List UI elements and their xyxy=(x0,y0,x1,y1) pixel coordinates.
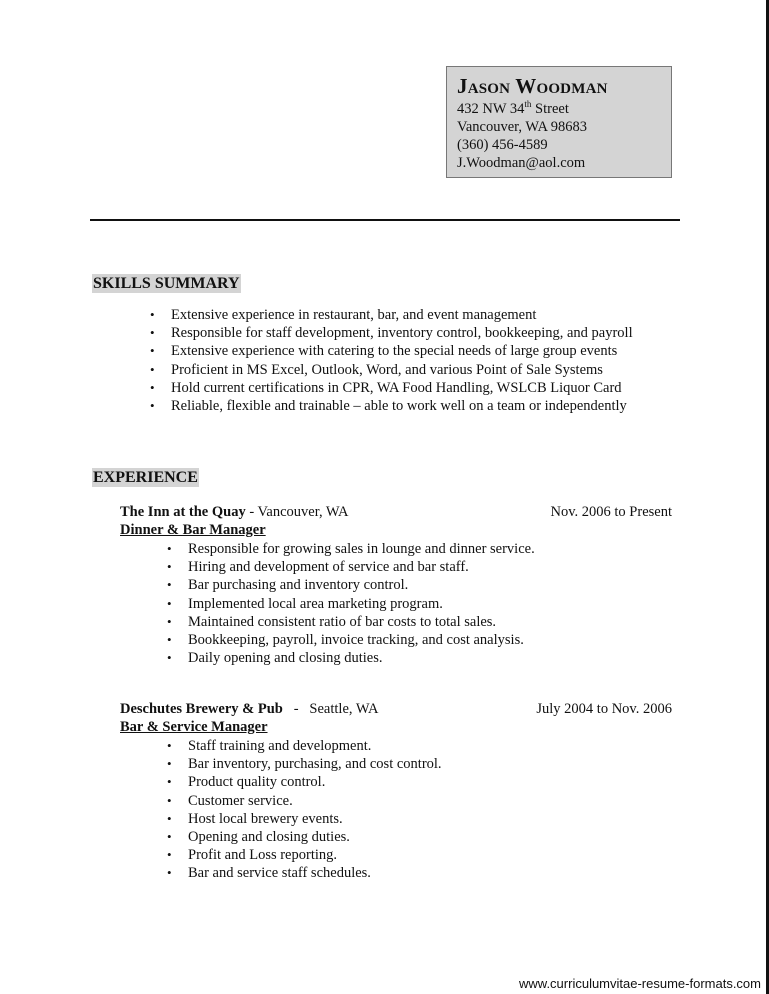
employer-name: Deschutes Brewery & Pub xyxy=(120,701,283,717)
email-address: J.Woodman@aol.com xyxy=(457,155,586,171)
contact-box xyxy=(446,66,672,178)
street-ordinal: th xyxy=(524,99,532,110)
duty-item: • Bar inventory, purchasing, and cost control. xyxy=(188,755,442,773)
skill-item: • Hold current certifications in CPR, WA Food Handling, WSLCB Liquor Card xyxy=(171,379,633,397)
city-state-zip: Vancouver, WA 98683 xyxy=(457,119,588,135)
duty-item: • Hiring and development of service and bar staff. xyxy=(188,558,535,576)
duty-item: • Bookkeeping, payroll, invoice tracking, and cost analysis. xyxy=(188,631,535,649)
job-header xyxy=(120,503,672,521)
skill-item: • Proficient in MS Excel, Outlook, Word, and various Point of Sale Systems xyxy=(171,361,633,379)
applicant-name: Jason Woodman xyxy=(457,74,608,98)
duty-item: • Opening and closing duties. xyxy=(188,828,442,846)
skills-list xyxy=(171,306,633,415)
job-dates: July 2004 to Nov. 2006 xyxy=(536,701,672,717)
street-name: Street xyxy=(531,101,569,117)
skills-summary-heading: SKILLS SUMMARY xyxy=(93,275,240,292)
job-title: Dinner & Bar Manager xyxy=(120,522,266,538)
duty-item: • Responsible for growing sales in lounge and dinner service. xyxy=(188,540,535,558)
duty-item: • Customer service. xyxy=(188,792,442,810)
duty-item: • Staff training and development. xyxy=(188,737,442,755)
skill-item: • Reliable, flexible and trainable – able to work well on a team or independently xyxy=(171,397,633,415)
website-watermark: www.curriculumvitae-resume-formats.com xyxy=(519,976,761,991)
skill-item: • Responsible for staff development, inventory control, bookkeeping, and payroll xyxy=(171,324,633,342)
duty-item: • Profit and Loss reporting. xyxy=(188,846,442,864)
job-duties-list xyxy=(188,737,442,883)
skill-item: • Extensive experience with catering to the special needs of large group events xyxy=(171,342,633,360)
skill-item: • Extensive experience in restaurant, bar, and event management xyxy=(171,306,633,324)
job-location: - Seattle, WA xyxy=(282,701,379,717)
duty-item: • Implemented local area marketing program. xyxy=(188,595,535,613)
duty-item: • Maintained consistent ratio of bar costs to total sales. xyxy=(188,613,535,631)
phone-number: (360) 456-4589 xyxy=(457,137,548,153)
job-location: - Vancouver, WA xyxy=(245,504,349,520)
experience-heading: EXPERIENCE xyxy=(93,469,198,486)
duty-item: • Product quality control. xyxy=(188,773,442,791)
duty-item: • Bar purchasing and inventory control. xyxy=(188,576,535,594)
duty-item: • Daily opening and closing duties. xyxy=(188,649,535,667)
job-duties-list xyxy=(188,540,535,667)
street-address xyxy=(457,100,661,118)
job-dates: Nov. 2006 to Present xyxy=(550,504,672,520)
employer-name: The Inn at the Quay xyxy=(120,504,246,520)
duty-item: • Host local brewery events. xyxy=(188,810,442,828)
street-number: 432 NW 34 xyxy=(457,101,525,117)
header-divider xyxy=(90,219,680,221)
duty-item: • Bar and service staff schedules. xyxy=(188,864,442,882)
job-title: Bar & Service Manager xyxy=(120,719,268,735)
job-header xyxy=(120,700,672,718)
